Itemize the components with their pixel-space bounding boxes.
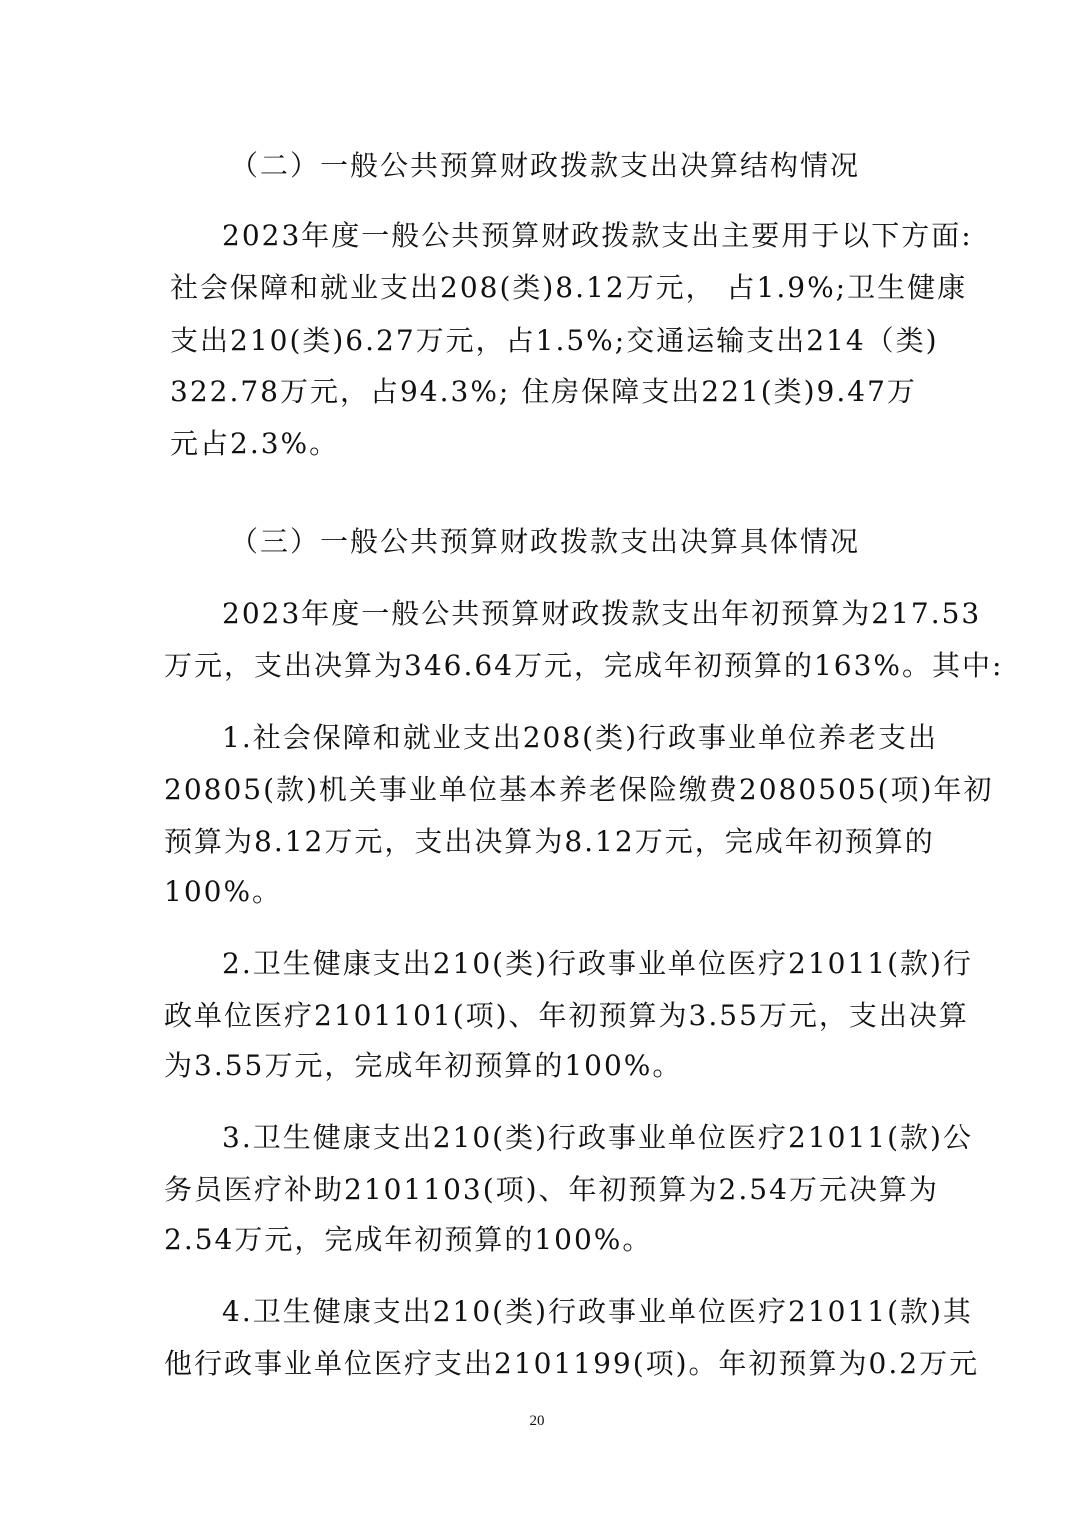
list-item-line: 1.社会保障和就业支出208(类)行政事业单位养老支出 (222, 721, 939, 754)
list-item-line: 务员医疗补助2101103(项)、年初预算为2.54万元决算为 (164, 1173, 939, 1206)
page-number: 20 (529, 1413, 545, 1429)
paragraph-line: 万元，支出决算为346.64万元，完成年初预算的163%。其中: (164, 649, 1004, 682)
paragraph-line: 2023年度一般公共预算财政拨款支出主要用于以下方面: (222, 219, 973, 252)
paragraph-line: 元占2.3%。 (170, 427, 340, 460)
list-item-line: 他行政事业单位医疗支出2101199(项)。年初预算为0.2万元 (164, 1347, 980, 1380)
paragraph-line: 2023年度一般公共预算财政拨款支出年初预算为217.53 (222, 597, 982, 630)
list-item-line: 预算为8.12万元，支出决算为8.12万元，完成年初预算的 (164, 825, 935, 858)
paragraph-line: 322.78万元，占94.3%; 住房保障支出221(类)9.47万 (170, 375, 917, 408)
list-item-line: 2.卫生健康支出210(类)行政事业单位医疗21011(款)行 (222, 947, 973, 980)
paragraph-line: 支出210(类)6.27万元，占1.5%;交通运输支出214（类) (170, 324, 939, 357)
list-item-line: 20805(款)机关事业单位基本养老保险缴费2080505(项)年初 (164, 773, 994, 806)
paragraph-line: 社会保障和就业支出208(类)8.12万元， 占1.9%;卫生健康 (170, 271, 968, 304)
section-heading-details: （三）一般公共预算财政拨款支出决算具体情况 (230, 525, 861, 558)
section-heading-structure: （二）一般公共预算财政拨款支出决算结构情况 (230, 149, 861, 182)
list-item-line: 3.卫生健康支出210(类)行政事业单位医疗21011(款)公 (222, 1121, 973, 1154)
list-item-line: 100%。 (164, 875, 283, 908)
list-item-line: 为3.55万元，完成年初预算的100%。 (164, 1049, 683, 1082)
list-item-line: 政单位医疗2101101(项)、年初预算为3.55万元，支出决算 (164, 999, 969, 1032)
list-item-line: 2.54万元，完成年初预算的100%。 (164, 1223, 653, 1256)
list-item-line: 4.卫生健康支出210(类)行政事业单位医疗21011(款)其 (222, 1295, 973, 1328)
